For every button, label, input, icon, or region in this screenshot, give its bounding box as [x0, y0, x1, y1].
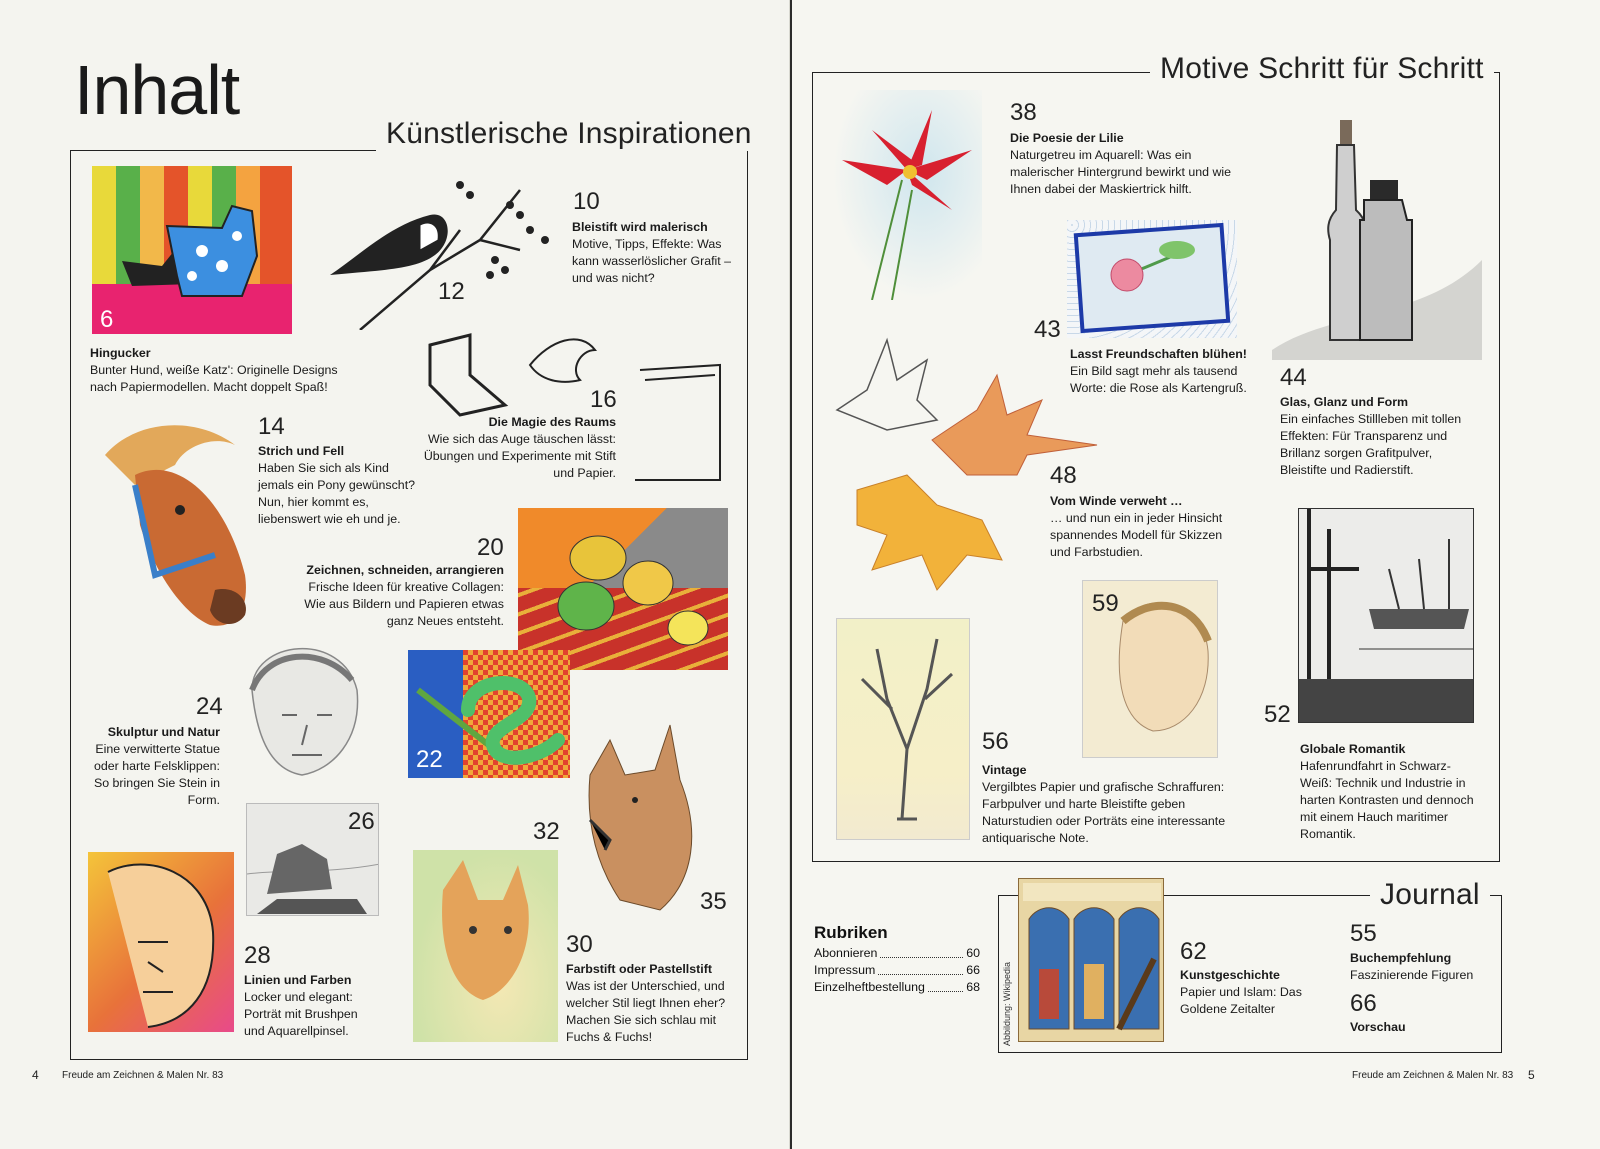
page-number-59: 59 — [1092, 590, 1119, 617]
section-title-motive: Motive Schritt für Schritt — [1150, 52, 1494, 86]
pumpkin-collage — [518, 508, 728, 670]
entry-title: Vom Winde verweht … — [1050, 494, 1183, 508]
entry-title: Bleistift wird malerisch — [572, 220, 708, 234]
page-title: Inhalt — [74, 51, 240, 129]
bird-sketch — [320, 170, 560, 330]
page-number-24: 24 — [196, 693, 223, 720]
entry-text: Frische Ideen für kreative Collagen: Wie aus Bildern und Papieren etwas ganz Neues entsteht. — [304, 580, 504, 628]
fox-pastel — [413, 850, 558, 1042]
entry-title: Skulptur und Natur — [107, 725, 220, 739]
page-number-55: 55 — [1350, 920, 1377, 947]
page-number-20: 20 — [477, 534, 504, 561]
page-number-left: 4 — [32, 1068, 39, 1082]
page-number-22: 22 — [416, 746, 443, 773]
entry-title: Glas, Glanz und Form — [1280, 395, 1409, 409]
entry-text: Bunter Hund, weiße Katz': Originelle Designs nach Papiermodellen. Macht doppelt Spaß! — [90, 363, 338, 394]
page-number-32: 32 — [533, 818, 560, 845]
entry-title: Vintage — [982, 763, 1027, 777]
page-number-26: 26 — [348, 808, 375, 835]
entry-magie-raum — [420, 414, 616, 482]
entry-title: Buchempfehlung — [1350, 951, 1452, 965]
entry-text: … und nun ein in jeder Hinsicht spannendes Modell für Skizzen und Farbstudien. — [1050, 511, 1223, 559]
entry-skulptur — [90, 724, 220, 809]
entry-kunstgeschichte — [1180, 967, 1320, 1018]
entry-title: Linien und Farben — [244, 973, 352, 987]
rubriken-item[interactable]: Einzelheftbestellung 68 — [814, 980, 980, 994]
entry-title: Die Poesie der Lilie — [1010, 131, 1124, 145]
entry-strich-fell — [258, 443, 418, 528]
islamic-manuscript — [1018, 878, 1164, 1042]
entry-text: Papier und Islam: Das Goldene Zeitalter — [1180, 985, 1302, 1016]
page-number-35: 35 — [700, 888, 727, 915]
entry-text: Wie sich das Auge täuschen lässt: Übungen und Experimente mit Stift und Papier. — [423, 432, 616, 480]
woman-portrait — [88, 852, 234, 1032]
entry-hingucker — [90, 345, 340, 396]
entry-text: Ein Bild sagt mehr als tausend Worte: die Rose als Kartengruß. — [1070, 364, 1247, 395]
entry-title: Strich und Fell — [258, 444, 345, 458]
entry-lilie — [1010, 130, 1234, 198]
entry-text: Eine verwitterte Statue oder harte Felsklippen: So bringen Sie Stein in Form. — [93, 742, 220, 807]
rubriken-list — [814, 924, 980, 996]
entry-bleistift — [572, 219, 732, 287]
page-number-14: 14 — [258, 413, 285, 440]
entry-title: Kunstgeschichte — [1180, 968, 1280, 982]
page-number-6: 6 — [100, 306, 114, 333]
page-number-10: 10 — [573, 188, 600, 215]
page-number-12: 12 — [438, 278, 465, 305]
image-credit: Abbildung: Wikipedia — [1002, 961, 1012, 1046]
page-number-38: 38 — [1010, 99, 1037, 126]
entry-text: Ein einfaches Stillleben mit tollen Effekten: Für Transparenz und Brillanz sorgen Grafitpulver, Bleistifte und Radierstift. — [1280, 412, 1462, 477]
entry-text: Haben Sie sich als Kind jemals ein Pony gewünscht? Nun, hier kommt es, liebenswert wie eh und je. — [258, 461, 416, 526]
rose-card — [1067, 220, 1237, 338]
section-title-journal: Journal — [1370, 878, 1490, 912]
rubriken-item[interactable]: Abonnieren 60 — [814, 946, 980, 960]
page-number-52: 52 — [1264, 701, 1291, 728]
entry-text: Motive, Tipps, Effekte: Was kann wasserlöslicher Grafit – und was nicht? — [572, 237, 732, 285]
page-number-56: 56 — [982, 728, 1009, 755]
footer-left: Freude am Zeichnen & Malen Nr. 83 — [62, 1070, 224, 1081]
entry-title: Zeichnen, schneiden, arrangieren — [306, 563, 504, 577]
entry-globale-romantik — [1300, 741, 1480, 843]
entry-title: Hingucker — [90, 346, 151, 360]
entry-text: Faszinierende Figuren — [1350, 968, 1474, 982]
entry-text: Vergilbtes Papier und grafische Schraffuren: Farbpulver und harte Bleistifte geben Naturstudien oder Porträts eine interessante antiquarische Note. — [982, 780, 1226, 845]
right-page — [792, 0, 1600, 1149]
bottles-still-life — [1272, 110, 1482, 360]
entry-linien-farben — [244, 972, 374, 1040]
entry-title: Vorschau — [1350, 1020, 1406, 1034]
entry-title: Die Magie des Raums — [488, 415, 616, 429]
entry-text: Hafenrundfahrt in Schwarz-Weiß: Technik und Industrie in harten Kontrasten und dennoch mit einem Hauch maritimer Romantik. — [1300, 759, 1474, 841]
fox-colored-pencil — [580, 720, 710, 915]
page-number-30: 30 — [566, 931, 593, 958]
page-number-28: 28 — [244, 942, 271, 969]
entry-buchempfehlung — [1350, 950, 1500, 984]
page-number-right: 5 — [1528, 1068, 1535, 1082]
left-page — [0, 0, 790, 1149]
page-number-16: 16 — [590, 386, 617, 413]
lily-watercolor — [832, 90, 982, 300]
rubriken-item[interactable]: Impressum 66 — [814, 963, 980, 977]
entry-text: Was ist der Unterschied, und welcher Stil liegt Ihnen eher? Machen Sie sich schlau mit Fuchs & Fuchs! — [566, 979, 726, 1044]
page-number-48: 48 — [1050, 462, 1077, 489]
harbor-drawing — [1298, 508, 1474, 723]
tree-sketch — [836, 618, 970, 840]
entry-text: Locker und elegant: Porträt mit Brushpen und Aquarellpinsel. — [244, 990, 358, 1038]
page-number-62: 62 — [1180, 938, 1207, 965]
page-number-44: 44 — [1280, 364, 1307, 391]
section-title-inspirations: Künstlerische Inspirationen — [376, 117, 762, 151]
entry-collagen — [300, 562, 504, 630]
dog-cat-illustration — [92, 166, 292, 334]
pony-drawing — [95, 415, 255, 645]
entry-title: Globale Romantik — [1300, 742, 1406, 756]
entry-text: Naturgetreu im Aquarell: Was ein malerischer Hintergrund bewirkt und wie Ihnen dabei der Maskiertrick hilft. — [1010, 148, 1232, 196]
entry-glas-glanz — [1280, 394, 1470, 479]
entry-vintage — [982, 762, 1232, 847]
footer-right: Freude am Zeichnen & Malen Nr. 83 — [1352, 1070, 1514, 1081]
entry-farbstift — [566, 961, 738, 1046]
entry-vorschau — [1350, 1019, 1500, 1036]
entry-winde — [1050, 493, 1240, 561]
page-number-43: 43 — [1034, 316, 1061, 343]
page-number-66: 66 — [1350, 990, 1377, 1017]
rubriken-title: Rubriken — [814, 923, 888, 942]
entry-title: Lasst Freundschaften blühen! — [1070, 347, 1247, 361]
entry-title: Farbstift oder Pastellstift — [566, 962, 712, 976]
statue-sketch — [232, 630, 372, 800]
